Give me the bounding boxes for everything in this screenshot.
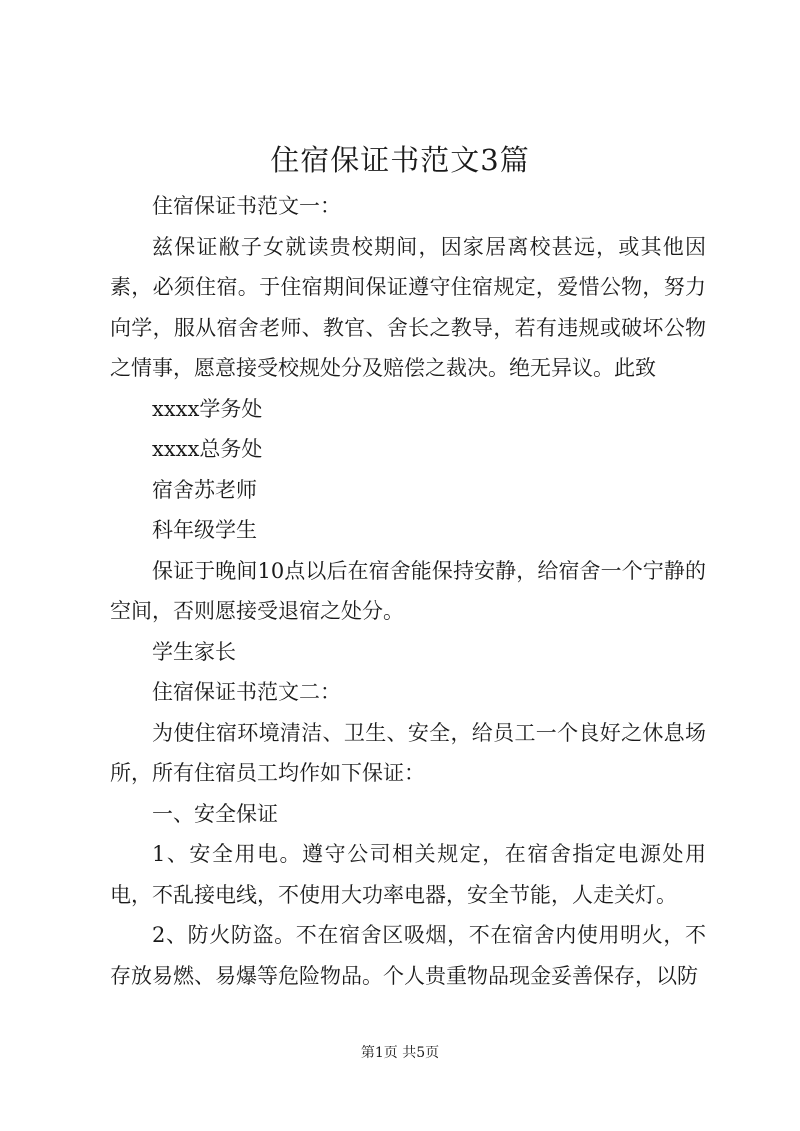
paragraph: 住宿保证书范文一： [152,194,341,218]
page-footer: 第1页 共5页 [360,1045,440,1061]
document-body [110,186,706,996]
paragraph: xxxx总务处 [152,437,263,461]
paragraph: 一、安全保证 [152,801,278,826]
document-title: 住宿保证书范文3篇 [270,143,530,177]
paragraph: 宿舍苏老师 [152,477,257,502]
paragraph: 保证于晚间10点以后在宿舍能保持安静，给宿舍一个宁静的空间，否则愿接受退宿之处分。 [110,558,706,623]
paragraph: 1、安全用电。遵守公司相关规定，在宿舍指定电源处用电，不乱接电线，不使用大功率电器，安全节能，人走关灯。 [110,842,706,907]
paragraph: 学生家长 [152,639,236,664]
paragraph: xxxx学务处 [152,396,263,421]
paragraph: 为使住宿环境清洁、卫生、安全，给员工一个良好之休息场所，所有住宿员工均作如下保证： [110,720,706,785]
paragraph: 住宿保证书范文二： [152,680,341,704]
paragraph: 兹保证敝子女就读贵校期间，因家居离校甚远，或其他因素，必须住宿。于住宿期间保证遵守住宿规定，爱惜公物，努力向学，服从宿舍老师、教官、舍长之教导，若有违规或破坏公物之情事，愿意接受校规处分及赔偿之裁决。绝无异议。此致 [110,234,706,380]
paragraph: 科年级学生 [152,518,257,542]
paragraph: 2、防火防盗。不在宿舍区吸烟，不在宿舍内使用明火，不存放易燃、易爆等危险物品。个人贵重物品现金妥善保存，以防 [110,923,706,988]
